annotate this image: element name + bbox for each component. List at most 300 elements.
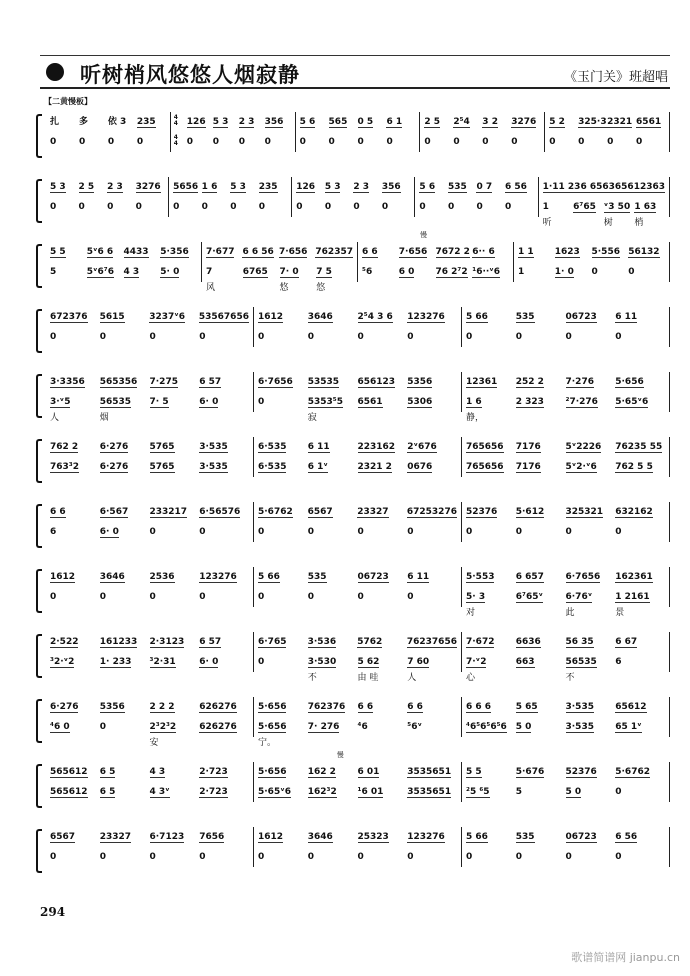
note-text: 5·6762 bbox=[258, 506, 293, 517]
note-text: 162361 bbox=[615, 571, 653, 582]
note-group bbox=[358, 377, 408, 388]
measure bbox=[254, 751, 462, 802]
note-group bbox=[358, 117, 387, 128]
vocal-row bbox=[549, 132, 665, 152]
melody-row bbox=[258, 632, 457, 652]
measure bbox=[254, 372, 462, 423]
note-group bbox=[308, 527, 358, 537]
note-text: 6·7123 bbox=[149, 831, 185, 842]
vocal-row bbox=[206, 262, 353, 282]
note-text: 0 bbox=[258, 592, 265, 602]
note-group bbox=[511, 137, 540, 147]
opera-singer: 《玉门关》班超唱 bbox=[563, 70, 668, 85]
note-text: 0 bbox=[407, 592, 414, 602]
note-text: 5615 bbox=[99, 311, 125, 322]
note-group bbox=[358, 397, 408, 408]
measures bbox=[46, 567, 670, 627]
measure bbox=[462, 827, 670, 867]
note-group bbox=[160, 267, 197, 278]
note-group bbox=[308, 852, 358, 862]
melody-row bbox=[50, 177, 164, 197]
note-text: 2·723 bbox=[199, 786, 228, 797]
note-group bbox=[419, 202, 448, 212]
note-group bbox=[516, 767, 566, 778]
note-group bbox=[592, 247, 629, 258]
note-group bbox=[358, 462, 408, 473]
note-text: 0 bbox=[628, 267, 635, 277]
note-text: 6 57 bbox=[199, 376, 222, 387]
note-text: 0 bbox=[99, 852, 107, 862]
note-group bbox=[566, 442, 616, 453]
note-group bbox=[280, 283, 317, 297]
melody-row bbox=[543, 177, 665, 197]
melody-row bbox=[175, 112, 291, 132]
note-text: 762357 bbox=[315, 246, 353, 257]
note-text: 76 2⁷2 bbox=[435, 266, 468, 277]
note-text: 4 3ᵛ bbox=[149, 786, 170, 797]
note-text: 56 35 bbox=[565, 636, 594, 647]
note-group bbox=[615, 657, 665, 667]
note-text: 3·ᵛ5 bbox=[50, 396, 71, 407]
melody-row bbox=[466, 827, 665, 847]
note-text: 7·656 bbox=[278, 246, 308, 257]
vocal-row bbox=[258, 587, 457, 607]
vocal-row bbox=[258, 782, 457, 802]
note-group bbox=[407, 738, 457, 752]
note-group bbox=[358, 702, 408, 713]
header-rule-top bbox=[40, 55, 670, 56]
system-bracket bbox=[36, 699, 42, 743]
note-text: 0 bbox=[482, 137, 489, 147]
note-group bbox=[466, 507, 516, 518]
note-text: 52376 bbox=[565, 766, 597, 777]
note-text: 0 bbox=[238, 137, 245, 147]
note-group bbox=[407, 787, 457, 798]
note-text: 0 bbox=[565, 852, 572, 862]
note-group bbox=[258, 767, 308, 778]
note-group bbox=[150, 507, 200, 518]
lyrics-row bbox=[206, 283, 353, 297]
note-text: 56535 bbox=[99, 396, 132, 407]
note-group bbox=[476, 202, 505, 212]
note-group bbox=[566, 592, 616, 603]
note-group bbox=[150, 592, 200, 602]
note-group bbox=[615, 507, 665, 518]
note-text: 人 bbox=[50, 413, 60, 423]
note-text: 4 3 bbox=[123, 266, 140, 277]
note-group bbox=[516, 413, 566, 427]
time-signature bbox=[174, 115, 178, 127]
note-text: 5 6 bbox=[419, 181, 436, 192]
note-text: 6561 bbox=[636, 116, 662, 127]
measure bbox=[46, 372, 254, 423]
note-group bbox=[100, 852, 150, 862]
note-group bbox=[258, 397, 308, 407]
melody-row bbox=[50, 242, 197, 262]
note-group bbox=[407, 657, 457, 668]
note-text: 663 bbox=[515, 656, 535, 667]
note-group bbox=[308, 312, 358, 323]
note-group bbox=[466, 312, 516, 323]
note-group bbox=[199, 442, 249, 453]
note-group bbox=[199, 767, 249, 778]
note-group bbox=[150, 442, 200, 453]
note-group bbox=[100, 527, 150, 538]
note-group bbox=[566, 507, 616, 518]
note-text: 1 2161 bbox=[615, 591, 650, 602]
note-group bbox=[566, 657, 616, 668]
note-group bbox=[300, 137, 329, 147]
note-group bbox=[615, 377, 665, 388]
note-text: 0 bbox=[78, 202, 85, 212]
note-group bbox=[472, 247, 509, 258]
note-group bbox=[466, 442, 516, 453]
note-text: 0 bbox=[357, 527, 364, 537]
note-text: 2 323 bbox=[515, 396, 544, 407]
note-text: 7 bbox=[206, 267, 213, 277]
note-text: 5765 bbox=[149, 461, 175, 472]
note-text: 0 bbox=[357, 592, 364, 602]
note-text: 7· 5 bbox=[149, 396, 169, 407]
melody-row bbox=[258, 827, 457, 847]
note-text: 5 5 bbox=[466, 766, 482, 777]
note-text: 3·530 bbox=[307, 656, 337, 667]
note-text: 0 bbox=[407, 332, 414, 342]
note-group bbox=[358, 787, 408, 798]
melody-row bbox=[296, 177, 410, 197]
melody-row bbox=[466, 632, 665, 652]
note-text: 161233 bbox=[99, 636, 138, 647]
note-group bbox=[150, 852, 200, 862]
system-bracket bbox=[36, 244, 42, 288]
note-group bbox=[386, 137, 415, 147]
note-text: ⁴6⁵6⁵6⁵6 bbox=[466, 721, 507, 732]
note-text: 5ᵛ2·ᵛ6 bbox=[565, 461, 597, 472]
note-group bbox=[448, 182, 477, 193]
note-group bbox=[50, 527, 100, 537]
time-sig-numerator: 4 bbox=[173, 134, 178, 141]
note-text: 565612 bbox=[50, 766, 88, 777]
note-group bbox=[124, 267, 161, 278]
note-group bbox=[259, 202, 288, 212]
note-group bbox=[79, 202, 108, 212]
vocal-row bbox=[300, 132, 416, 152]
note-group bbox=[173, 202, 202, 212]
note-text: 人 bbox=[407, 673, 417, 683]
note-group bbox=[466, 657, 516, 668]
measure bbox=[254, 697, 462, 748]
note-text: 6⁷65 bbox=[573, 201, 596, 212]
note-text: 7 60 bbox=[407, 656, 430, 667]
note-text: 0 bbox=[50, 137, 57, 147]
note-group bbox=[362, 267, 399, 277]
note-text: 565 bbox=[328, 116, 348, 127]
score-system bbox=[36, 827, 670, 892]
measure bbox=[46, 827, 254, 867]
lyrics-row bbox=[50, 738, 249, 752]
note-text: 7672 2 bbox=[435, 246, 470, 257]
note-text: 依 3 bbox=[107, 117, 127, 127]
note-group bbox=[258, 657, 308, 667]
note-text: 5356 bbox=[99, 701, 125, 712]
note-group bbox=[136, 182, 165, 193]
note-text: 5 0 bbox=[515, 721, 532, 732]
note-group bbox=[258, 462, 308, 473]
note-group bbox=[50, 182, 79, 193]
note-text: 6 01 bbox=[357, 766, 380, 777]
note-text: 0 bbox=[357, 137, 364, 147]
note-group bbox=[137, 137, 166, 147]
note-group bbox=[386, 117, 415, 128]
note-text: ⁵6 bbox=[362, 267, 373, 277]
note-group bbox=[100, 722, 150, 732]
note-text: 0 bbox=[511, 137, 518, 147]
note-text: 2 3 bbox=[238, 116, 255, 127]
note-text: 0 bbox=[186, 137, 194, 147]
note-group bbox=[265, 117, 291, 128]
measure bbox=[420, 112, 545, 152]
note-group bbox=[325, 182, 354, 193]
measure bbox=[46, 567, 254, 607]
vocal-row bbox=[518, 262, 665, 282]
note-group bbox=[566, 332, 616, 342]
measure bbox=[462, 697, 670, 737]
note-text: 0 bbox=[296, 202, 303, 212]
note-text: 356 bbox=[264, 116, 284, 127]
note-group bbox=[357, 507, 407, 518]
note-text: 5 5 bbox=[50, 246, 66, 257]
note-group bbox=[100, 657, 150, 668]
note-text: 0 bbox=[419, 202, 426, 212]
note-text: 1612 bbox=[50, 571, 76, 582]
note-text: 此 bbox=[565, 608, 575, 618]
note-text: 06723 bbox=[357, 571, 389, 582]
note-text: 3535651 bbox=[407, 786, 452, 797]
note-text: 5·6762 bbox=[615, 766, 650, 777]
vocal-row bbox=[50, 587, 249, 607]
note-group bbox=[136, 202, 165, 212]
note-text: 0 bbox=[476, 202, 483, 212]
note-text: 6·567 bbox=[99, 506, 129, 517]
note-group bbox=[199, 413, 249, 427]
note-group bbox=[100, 832, 150, 843]
note-group bbox=[50, 738, 100, 752]
note-text: 2 5 bbox=[78, 181, 95, 192]
note-text: 7656 bbox=[199, 831, 225, 842]
note-text: 235 bbox=[258, 181, 278, 192]
note-text: 0 bbox=[447, 202, 455, 212]
note-group bbox=[308, 572, 358, 583]
note-group bbox=[511, 117, 540, 128]
note-text: 6 6 bbox=[407, 701, 423, 712]
note-group bbox=[100, 332, 150, 342]
note-text: 0 bbox=[230, 202, 237, 212]
note-group bbox=[100, 462, 150, 473]
melody-row bbox=[50, 307, 249, 327]
note-group bbox=[202, 202, 231, 212]
lyrics-row bbox=[258, 673, 457, 687]
score-system bbox=[36, 372, 670, 437]
note-group bbox=[213, 117, 239, 128]
note-group bbox=[258, 312, 308, 323]
note-text: 6·76ᵛ bbox=[565, 591, 593, 602]
note-text: 6· 0 bbox=[99, 526, 119, 537]
note-group bbox=[308, 738, 358, 752]
note-group bbox=[199, 377, 249, 388]
note-group bbox=[100, 702, 150, 713]
measure bbox=[171, 112, 296, 152]
note-group bbox=[516, 507, 566, 518]
note-text: 7· 0 bbox=[279, 266, 299, 277]
note-group bbox=[516, 442, 566, 453]
note-text: 0 bbox=[578, 137, 585, 147]
note-text: 1 6 bbox=[466, 396, 482, 407]
melody-row bbox=[206, 242, 353, 262]
note-group bbox=[407, 722, 457, 732]
note-text: 6 6 bbox=[357, 701, 374, 712]
bullet-icon bbox=[46, 63, 64, 81]
vocal-row bbox=[50, 782, 249, 802]
note-group bbox=[199, 738, 249, 752]
note-group bbox=[466, 787, 516, 798]
note-group bbox=[516, 637, 566, 648]
note-group bbox=[296, 182, 325, 193]
note-group bbox=[100, 442, 150, 453]
note-group bbox=[466, 767, 516, 778]
melody-row bbox=[258, 307, 457, 327]
note-group bbox=[358, 738, 408, 752]
measure bbox=[545, 112, 670, 152]
note-group bbox=[308, 413, 358, 427]
note-group bbox=[436, 267, 473, 278]
note-group bbox=[199, 312, 249, 323]
note-group bbox=[407, 312, 457, 323]
melody-row bbox=[50, 372, 249, 392]
note-group bbox=[516, 722, 566, 733]
note-group bbox=[199, 722, 249, 733]
vocal-row bbox=[173, 197, 287, 217]
vocal-row bbox=[50, 652, 249, 672]
note-group bbox=[516, 397, 566, 408]
note-group bbox=[566, 637, 616, 648]
note-text: 223162 bbox=[357, 441, 396, 452]
note-group bbox=[615, 312, 665, 323]
note-group bbox=[516, 657, 566, 668]
note-group bbox=[308, 332, 358, 342]
note-text: 6 5 bbox=[99, 786, 116, 797]
note-group bbox=[199, 462, 249, 473]
note-group bbox=[466, 413, 516, 427]
note-group bbox=[407, 702, 457, 713]
note-group bbox=[615, 527, 665, 537]
note-group bbox=[407, 767, 457, 778]
note-text: 2 3 bbox=[353, 181, 370, 192]
note-text: 5·553 bbox=[466, 571, 495, 582]
mode-label: 【二黄慢板】 bbox=[44, 97, 92, 106]
note-group bbox=[407, 832, 457, 843]
note-text: 5· 0 bbox=[160, 266, 180, 277]
vocal-row bbox=[50, 262, 197, 282]
melody-row bbox=[50, 502, 249, 522]
note-text: 0 bbox=[615, 527, 622, 537]
note-text: 树 bbox=[603, 218, 613, 228]
note-text: 0 bbox=[565, 332, 572, 342]
note-group bbox=[50, 267, 87, 277]
note-text: 535 bbox=[447, 181, 467, 192]
note-group bbox=[566, 377, 616, 388]
note-text: 0 bbox=[328, 137, 335, 147]
note-group bbox=[578, 117, 607, 128]
measures bbox=[46, 437, 670, 497]
note-group bbox=[259, 182, 288, 193]
note-group bbox=[300, 117, 329, 128]
note-group bbox=[258, 332, 308, 342]
note-text: 1 6 bbox=[201, 181, 218, 192]
note-text: 762376 bbox=[307, 701, 346, 712]
note-group bbox=[516, 608, 566, 622]
note-text: 0 bbox=[466, 332, 473, 342]
measures bbox=[46, 751, 670, 822]
note-text: 123276 bbox=[407, 831, 445, 842]
score-system bbox=[36, 502, 670, 567]
note-text: 0 bbox=[505, 202, 512, 212]
measure bbox=[46, 437, 254, 477]
note-text: 6 5 bbox=[99, 766, 116, 777]
note-text: 235 bbox=[136, 116, 156, 127]
note-group bbox=[407, 377, 457, 388]
note-group bbox=[258, 592, 308, 602]
note-text: 6·765 bbox=[258, 636, 287, 647]
note-text: 672376 bbox=[50, 311, 88, 322]
note-group bbox=[150, 413, 200, 427]
note-text: 0 bbox=[107, 137, 115, 147]
note-group bbox=[243, 267, 280, 278]
note-group bbox=[615, 787, 665, 797]
note-text: 7·275 bbox=[149, 376, 178, 387]
note-text: 6 6 6 bbox=[466, 701, 492, 712]
measures bbox=[46, 372, 670, 432]
note-group bbox=[199, 852, 249, 862]
note-group bbox=[239, 137, 265, 147]
note-text: 2 3 bbox=[107, 181, 123, 192]
note-text: 0 bbox=[607, 137, 614, 147]
note-group bbox=[50, 637, 100, 648]
note-group bbox=[316, 267, 353, 278]
vocal-row bbox=[50, 392, 249, 412]
note-group bbox=[636, 117, 665, 128]
note-text: 5306 bbox=[407, 396, 433, 407]
note-text: 6 67 bbox=[615, 636, 638, 647]
note-text: 0 bbox=[407, 852, 414, 862]
note-text: 565356 bbox=[99, 376, 138, 387]
lyrics-row bbox=[258, 413, 457, 427]
note-group bbox=[50, 137, 79, 147]
note-text: ¹6··ᵛ6 bbox=[472, 266, 501, 277]
note-group bbox=[258, 673, 308, 687]
note-text: 0 bbox=[424, 137, 431, 147]
melody-row bbox=[173, 177, 287, 197]
note-group bbox=[150, 767, 200, 778]
note-text: 景 bbox=[615, 608, 625, 618]
vocal-row bbox=[466, 327, 665, 347]
note-group bbox=[566, 462, 616, 473]
note-text: 162³2 bbox=[307, 786, 337, 797]
note-text: 23327 bbox=[357, 506, 389, 517]
note-group bbox=[382, 202, 411, 212]
note-text: 535 bbox=[515, 831, 535, 842]
note-group bbox=[308, 832, 358, 843]
vocal-row bbox=[258, 327, 457, 347]
